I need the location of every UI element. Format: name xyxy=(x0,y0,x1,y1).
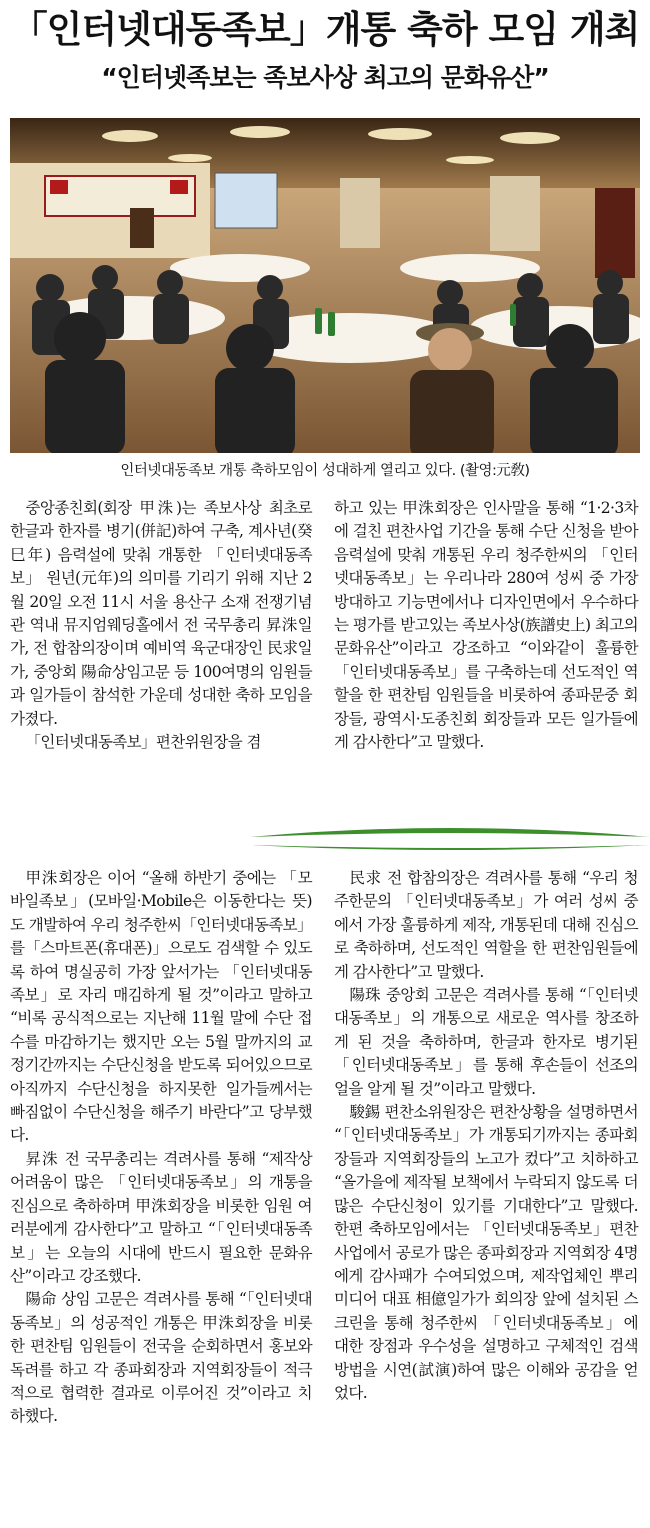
section-divider-swoosh xyxy=(250,825,650,855)
paragraph: 중앙종친회(회장 甲洙)는 족보사상 최초로 한글과 한자를 병기(併記)하여 구축, 계사년(癸巳年) 음력설에 맞춰 개통한 「인터넷대동족보」 원년(元年)의 의미를 기리기 위해 지난 2월 20일 오전 11시 서울 용산구 소재 전쟁기념관 역내 뮤지엄웨딩홀에서 전 국무총리 昇洙일가, 전 합참의장이며 예비역 육군대장인 民求일가, 중앙회 陽命상임고문 등 100여명의 임원들과 일가들이 참석한 가운데 성대한 축하 모임을 가졌다. xyxy=(10,499,312,728)
headline: 「인터넷대동족보」개통 축하 모임 개최 xyxy=(10,8,640,51)
paragraph: 民求 전 합참의장은 격려사를 통해 “우리 청주한문의 「인터넷대동족보」가 여러 성씨 중에서 가장 훌륭하게 제작, 개통된데 대해 진심으로 축하하며, 선도적인 역할을 한 편찬임원들에게 감사한다”고 말했다. xyxy=(334,869,638,981)
photo-caption: 인터넷대동족보 개통 축하모임이 성대하게 열리고 있다. (촬영:元敎) xyxy=(120,463,530,479)
paragraph: 하고 있는 甲洙회장은 인사말을 통해 “1·2·3차에 걸친 편찬사업 기간을 통해 수단 신청을 받아 음력설에 맞춰 개통된 우리 청주한씨의 「인터넷대동족보」는 우리나라 280여 성씨 중 가장 방대하고 기능면에서나 디자인면에서 우수하다는 평가를 받고있는 족보사상(族譜史上) 최고의 문화유산”이라고 강조하고 “이와같이 훌륭한 「인터넷대동족보」를 구축하는데 선도적인 역할을 한 편찬팀 임원들을 비롯하여 종파문중 회장들, 광역시·도종친회 회장들과 모든 일가들에게 감사한다”고 말했다. xyxy=(334,499,638,752)
article-column-4 xyxy=(334,867,638,1405)
article-column-1 xyxy=(10,497,312,754)
paragraph: 陽命 상임 고문은 격려사를 통해 “「인터넷대동족보」의 성공적인 개통은 甲洙회장을 비롯한 편찬팀 임원들이 전국을 순회하면서 홍보와 독려를 하고 각 종파회장과 지역회장들이 적극적으로 협력한 결과로 이루어진 것”이라고 치하했다. xyxy=(10,1290,312,1426)
paragraph: 駿錫 편찬소위원장은 편찬상황을 설명하면서 “「인터넷대동족보」가 개통되기까지는 종파회장들과 지역회장들의 노고가 컸다”고 치하하고 “올가을에 제작될 보책에서 누락되지 않도록 더 많은 수단신청이 있기를 기대한다”고 말했다. 한편 축하모임에서는 「인터넷대동족보」편찬사업에서 공로가 많은 종파회장과 지역회장 4명에게 감사패가 수여되었으며, 제작업체인 뿌리미디어 대표 相億일가가 회의장 앞에 설치된 스크린을 통해 청주한씨 「인터넷대동족보」에 대한 장점과 우수성을 설명하고 구체적인 검색방법을 시연(試演)하여 많은 이해와 공감을 얻었다. xyxy=(334,1103,638,1402)
paragraph: 昇洙 전 국무총리는 격려사를 통해 “제작상 어려움이 많은 「인터넷대동족보」의 개통을 진심으로 축하하며 甲洙회장을 비롯한 임원 여러분에게 감사한다”고 말하고 “「인터넷대동족보」는 오늘의 시대에 반드시 필요한 문화유산”이라고 강조했다. xyxy=(10,1149,312,1285)
subheadline: “인터넷족보는 족보사상 최고의 문화유산” xyxy=(101,63,549,92)
event-photo xyxy=(10,118,640,453)
article-column-3 xyxy=(10,867,312,1429)
paragraph: 「인터넷대동족보」편찬위원장을 겸 xyxy=(25,733,261,752)
paragraph: 陽珠 중앙회 고문은 격려사를 통해 “「인터넷대동족보」의 개통으로 새로운 역사를 창조하게 된 것을 축하하며, 한글과 한자로 병기된 「인터넷대동족보」를 통해 후손들이 선조의 얼을 알게 될 것”이라고 말했다. xyxy=(334,986,638,1098)
paragraph: 甲洙회장은 이어 “올해 하반기 중에는 「모바일족보」(모바일·Mobile은 이동한다는 뜻)도 개발하여 우리 청주한씨「인터넷대동족보」를「스마트폰(휴대폰)」으로도 검색할 수 있도록 하여 명실공히 가장 앞서가는 「인터넷대동족보」로 자리 매김하게 될 것”이라고 말하고 “비록 공식적으로는 지난해 11월 말에 수단 접수를 마감하기는 했지만 오는 5월 말까지의 교정기간까지는 수단신청을 받도록 되어있으므로 아직까지 수단신청을 하지못한 일가들께서는 빠짐없이 수단신청을 해주기 바란다”고 당부했다. xyxy=(10,869,312,1145)
article-column-2 xyxy=(334,497,638,754)
